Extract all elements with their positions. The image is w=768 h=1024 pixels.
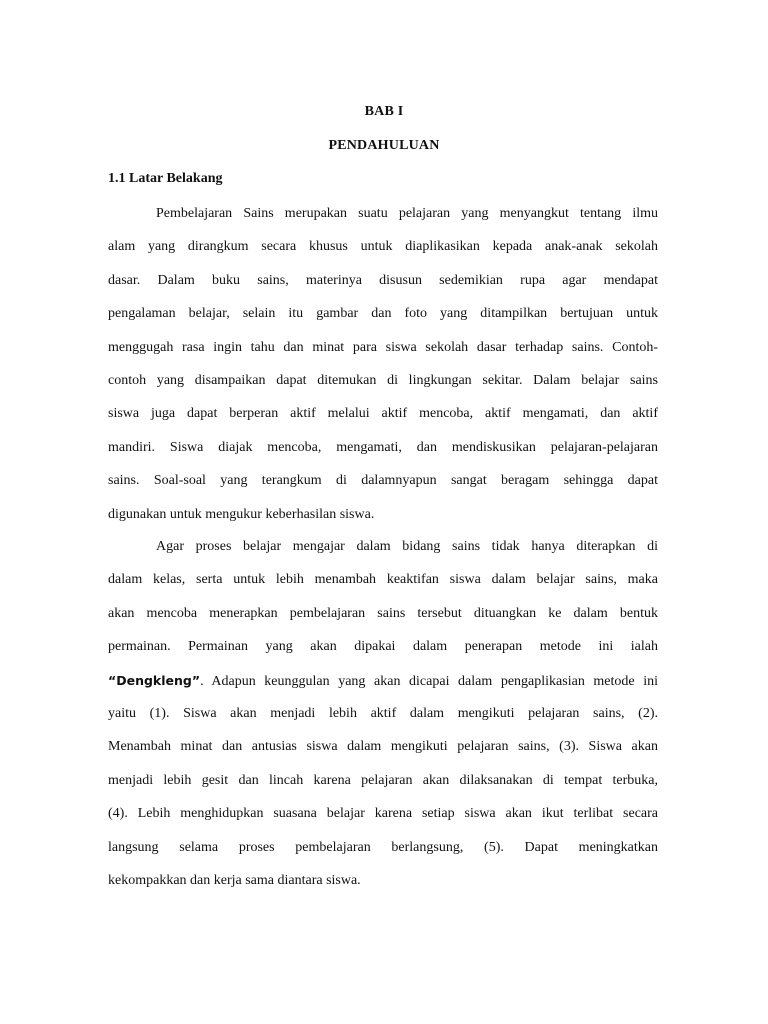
game-name-emphasis: “Dengkleng” — [108, 672, 201, 688]
text-line: digunakan untuk mengukur keberhasilan siswa. — [108, 506, 375, 522]
paragraph-2 — [108, 530, 658, 897]
text-line-with-emphasis — [108, 664, 658, 697]
text-line: dalam kelas, serta untuk lebih menambah keaktifan siswa dalam belajar sains, maka — [108, 572, 658, 588]
text-line: Pembelajaran Sains merupakan suatu pelajaran yang menyangkut tentang ilmu — [156, 206, 658, 221]
text-line: yaitu (1). Siswa akan menjadi lebih aktif dalam mengikuti pelajaran sains, (2). — [108, 705, 658, 721]
text-line: pengalaman belajar, selain itu gambar dan foto yang ditampilkan bertujuan untuk — [108, 306, 658, 322]
text-segment: . Adapun keunggulan yang akan dicapai dalam pengaplikasian metode ini — [200, 673, 658, 689]
text-line: permainan. Permainan yang akan dipakai dalam penerapan metode ini ialah — [108, 639, 658, 655]
text-line: contoh yang disampaikan dapat ditemukan di lingkungan sekitar. Dalam belajar sains — [108, 372, 658, 388]
section-heading: 1.1 Latar Belakang — [108, 171, 223, 186]
text-line: sains. Soal-soal yang terangkum di dalamnyapun sangat beragam sehingga dapat — [108, 473, 658, 489]
text-line: kekompakkan dan kerja sama diantara siswa. — [108, 872, 361, 888]
text-line: langsung selama proses pembelajaran berlangsung, (5). Dapat meningkatkan — [108, 839, 658, 855]
text-line: dasar. Dalam buku sains, materinya disusun sedemikian rupa agar mendapat — [108, 272, 658, 288]
text-line: menggugah rasa ingin tahu dan minat para siswa sekolah dasar terhadap sains. Contoh- — [108, 339, 658, 355]
chapter-label: BAB I — [364, 104, 404, 119]
text-line: siswa juga dapat berperan aktif melalui aktif mencoba, aktif mengamati, dan aktif — [108, 406, 658, 422]
text-line: Menambah minat dan antusias siswa dalam mengikuti pelajaran sains, (3). Siswa akan — [108, 739, 658, 755]
text-line: Agar proses belajar mengajar dalam bidang sains tidak hanya diterapkan di — [156, 539, 658, 554]
text-line: alam yang dirangkum secara khusus untuk diaplikasikan kepada anak-anak sekolah — [108, 239, 658, 255]
paragraph-1 — [108, 197, 658, 531]
text-line: mandiri. Siswa diajak mencoba, mengamati, dan mendiskusikan pelajaran-pelajaran — [108, 439, 658, 455]
text-line: menjadi lebih gesit dan lincah karena pelajaran akan dilaksanakan di tempat terbuka, — [108, 772, 658, 788]
text-line: akan mencoba menerapkan pembelajaran sains tersebut dituangkan ke dalam bentuk — [108, 605, 658, 621]
chapter-title: PENDAHULUAN — [328, 138, 440, 153]
text-line: (4). Lebih menghidupkan suasana belajar karena setiap siswa akan ikut terlibat secara — [108, 806, 658, 822]
